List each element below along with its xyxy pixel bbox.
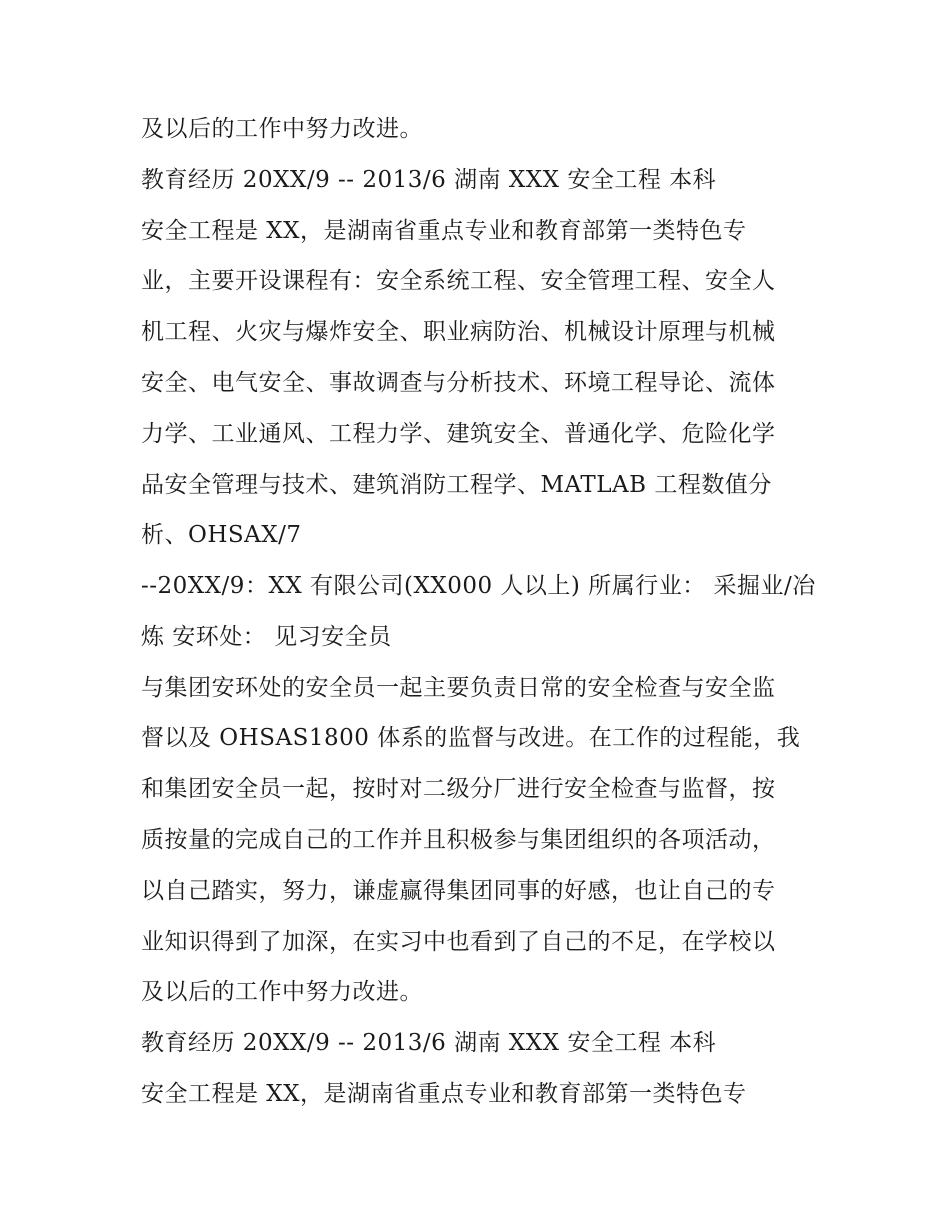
text-line-13: 督以及 OHSAS1800 体系的监督与改进。在工作的过程能，我 (141, 725, 801, 751)
text-line-8: 品安全管理与技术、建筑消防工程学、MATLAB 工程数值分 (141, 472, 772, 498)
text-line-19: 教育经历 20XX/9 -- 2013/6 湖南 XXX 安全工程 本科 (141, 1030, 717, 1056)
text-line-20: 安全工程是 XX，是湖南省重点专业和教育部第一类特色专 (141, 1081, 747, 1107)
text-line-3: 安全工程是 XX，是湖南省重点专业和教育部第一类特色专 (141, 218, 747, 244)
text-line-4: 业，主要开设课程有：安全系统工程、安全管理工程、安全人 (141, 268, 776, 294)
text-line-16: 以自己踏实，努力，谦虚赢得集团同事的好感，也让自己的专 (141, 878, 776, 904)
text-line-5: 机工程、火灾与爆炸安全、职业病防治、机械设计原理与机械 (141, 319, 776, 345)
text-line-2: 教育经历 20XX/9 -- 2013/6 湖南 XXX 安全工程 本科 (141, 167, 717, 193)
text-line-17: 业知识得到了加深，在实习中也看到了自己的不足，在学校以 (141, 929, 776, 955)
text-line-11: 炼 安环处： 见习安全员 (141, 624, 392, 650)
text-line-10: --20XX/9：XX 有限公司(XX000 人以上) 所属行业： 采掘业/冶 (141, 573, 816, 599)
text-line-6: 安全、电气安全、事故调查与分析技术、环境工程导论、流体 (141, 370, 776, 396)
text-line-15: 质按量的完成自己的工作并且积极参与集团组织的各项活动， (141, 827, 776, 853)
text-line-12: 与集团安环处的安全员一起主要负责日常的安全检查与安全监 (141, 675, 776, 701)
text-line-7: 力学、工业通风、工程力学、建筑安全、普通化学、危险化学 (141, 421, 776, 447)
text-line-14: 和集团安全员一起，按时对二级分厂进行安全检查与监督，按 (141, 776, 776, 802)
text-line-18: 及以后的工作中努力改进。 (141, 979, 423, 1005)
text-line-9: 析、OHSAX/7 (141, 522, 302, 548)
text-line-1: 及以后的工作中努力改进。 (141, 116, 423, 142)
